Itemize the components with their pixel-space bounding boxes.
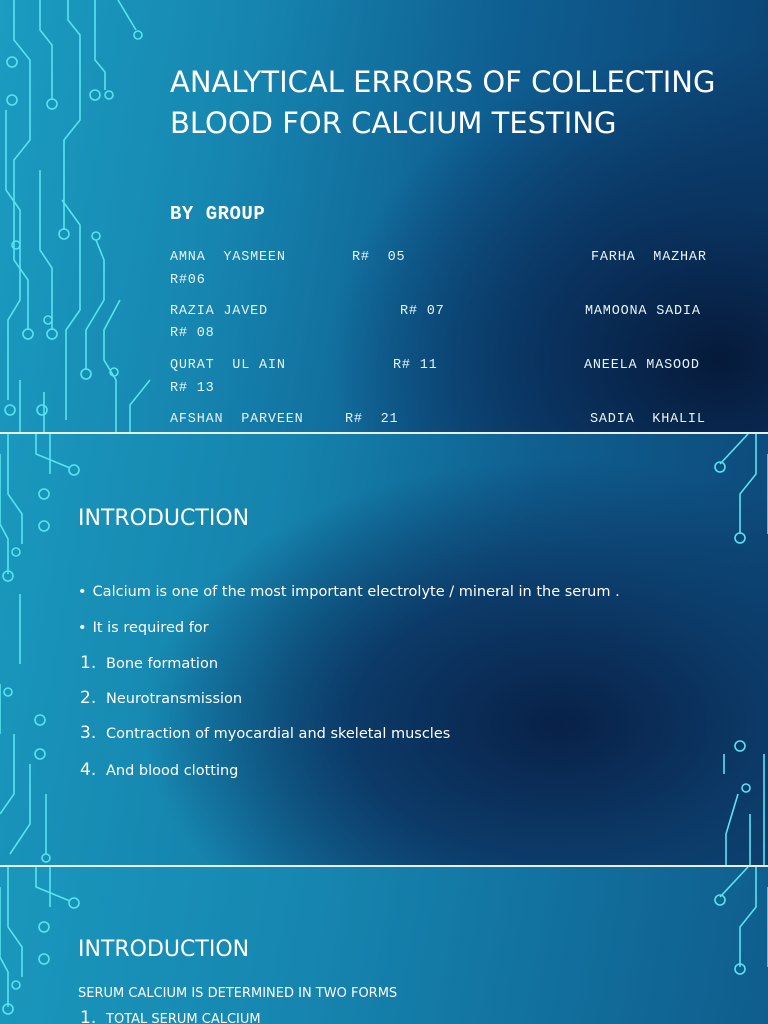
presentation-title: ANALYTICAL ERRORS OF COLLECTING BLOOD FOR CALCIUM TESTING <box>170 65 716 140</box>
item-text: Neurotransmission <box>106 691 243 707</box>
numbered-item <box>80 1008 261 1024</box>
member-roll: R# 13 <box>170 381 215 396</box>
member-roll: R#06 <box>170 273 206 288</box>
item-number: 1. <box>80 653 97 673</box>
member-roll: R# 11 <box>393 358 438 373</box>
member-name: SADIA KHALIL <box>590 412 706 427</box>
item-text: Contraction of myocardial and skeletal muscles <box>106 726 451 742</box>
slide-3 <box>0 867 768 1024</box>
slide-1 <box>0 0 768 432</box>
member-name: ANEELA MASOOD <box>584 358 700 373</box>
member-name: AFSHAN PARVEEN <box>170 412 304 427</box>
item-number: 4. <box>80 760 97 780</box>
circuit-decoration-icon <box>690 867 768 1024</box>
numbered-item <box>80 760 238 780</box>
circuit-decoration-icon <box>0 867 80 1024</box>
bullet-item <box>78 620 209 636</box>
bullet-dot-icon: • <box>78 584 87 600</box>
circuit-decoration-icon <box>0 0 170 432</box>
item-number: 2. <box>80 688 97 708</box>
group-subtitle: BY GROUP <box>170 203 266 225</box>
member-roll: R# 05 <box>352 250 406 265</box>
item-text: And blood clotting <box>106 763 239 779</box>
slide-heading: INTRODUCTION <box>78 937 250 962</box>
numbered-item <box>80 688 242 708</box>
member-name: AMNA YASMEEN <box>170 250 286 265</box>
slide-heading: INTRODUCTION <box>78 506 250 531</box>
circuit-decoration-icon <box>0 434 80 865</box>
item-number: 1. <box>80 1008 97 1024</box>
bullet-text: It is required for <box>92 620 209 636</box>
member-roll: R# 08 <box>170 326 215 341</box>
item-number: 3. <box>80 723 97 743</box>
member-name: RAZIA JAVED <box>170 304 268 319</box>
member-name: FARHA MAZHAR <box>591 250 707 265</box>
member-roll: R# 21 <box>345 412 399 427</box>
bullet-text: Calcium is one of the most important electrolyte / mineral in the serum . <box>92 584 620 600</box>
member-name: QURAT UL AIN <box>170 358 286 373</box>
body-text: SERUM CALCIUM IS DETERMINED IN TWO FORMS <box>78 986 398 1001</box>
numbered-item <box>80 723 450 743</box>
item-text: TOTAL SERUM CALCIUM <box>106 1012 261 1024</box>
bullet-dot-icon: • <box>78 620 87 636</box>
member-name: MAMOONA SADIA <box>585 304 701 319</box>
member-roll: R# 07 <box>400 304 445 319</box>
slide-2 <box>0 434 768 865</box>
bullet-item <box>78 584 620 600</box>
circuit-decoration-icon <box>690 434 768 865</box>
numbered-item <box>80 653 218 673</box>
item-text: Bone formation <box>106 656 219 672</box>
